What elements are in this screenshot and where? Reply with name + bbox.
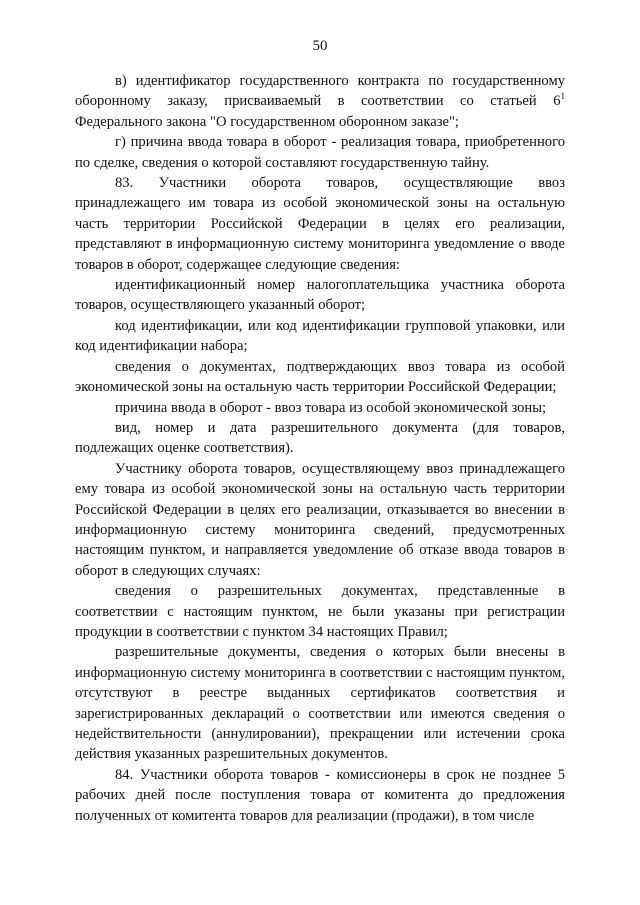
paragraph-refusal-case-2: разрешительные документы, сведения о которых были внесены в информационную систему мониторинга в соответствии с настоящим пунктом, отсутствуют в реестре выданных сертификатов соответствия и зарегистрированных деклараций о соответствии или имеются сведения о недействительности (аннулировании), прекращении или истечении срока действия указанных разрешительных документов. xyxy=(75,644,565,763)
page-number: 50 xyxy=(312,38,328,54)
paragraph-reason: причина ввода в оборот - ввоз товара из особой экономической зоны; xyxy=(115,399,547,416)
paragraph-item-84: 84. Участники оборота товаров - комиссионеры в срок не позднее 5 рабочих дней после поступления товара от комитента до предложения полученных от комитента товаров для реализации (продажи), в том числе xyxy=(75,766,565,824)
paragraph-refusal: Участнику оборота товаров, осуществляющему ввоз принадлежащего ему товара из особой экономической зоны на остальную часть территории Российской Федерации в целях его реализации, отказывается во внесении в информационную систему мониторинга сведений, предусмотренных настоящим пунктом, и направляется уведомление об отказе ввода товаров в оборот в следующих случаях: xyxy=(75,460,565,579)
paragraph-import-documents: сведения о документах, подтверждающих ввоз товара из особой экономической зоны на остальную часть территории Российской Федерации; xyxy=(75,358,565,396)
paragraph-subitem-g: г) причина ввода товара в оборот - реализация товара, приобретенного по сделке, сведения о которой составляют государственную тайну. xyxy=(75,134,565,171)
paragraph-item-83: 83. Участники оборота товаров, осуществляющие ввоз принадлежащего им товара из особой экономической зоны на остальную часть территории Российской Федерации в целях его реализации, представляют в информационную систему мониторинга уведомление о вводе товаров в оборот, содержащее следующие сведения: xyxy=(75,175,565,273)
superscript: 1 xyxy=(560,91,565,102)
paragraph-refusal-case-1: сведения о разрешительных документах, представленные в соответствии с настоящим пунктом, не были указаны при регистрации продукции в соответствии с пунктом 34 настоящих Правил; xyxy=(75,583,565,640)
document-body xyxy=(75,71,565,826)
paragraph-text: в) идентификатор государственного контракта по государственному оборонному заказу, присваиваемый в соответствии со статьей 6 xyxy=(75,73,565,110)
paragraph-permit-document: вид, номер и дата разрешительного документа (для товаров, подлежащих оценке соответствия). xyxy=(75,419,565,457)
paragraph-inn: идентификационный номер налогоплательщика участника оборота товаров, осуществляющего указанный оборот; xyxy=(75,277,565,314)
paragraph-identification-code: код идентификации, или код идентификации групповой упаковки, или код идентификации набора; xyxy=(75,317,565,355)
paragraph-subitem-v xyxy=(75,71,565,132)
paragraph-text-tail: Федерального закона "О государственном оборонном заказе"; xyxy=(75,113,459,130)
